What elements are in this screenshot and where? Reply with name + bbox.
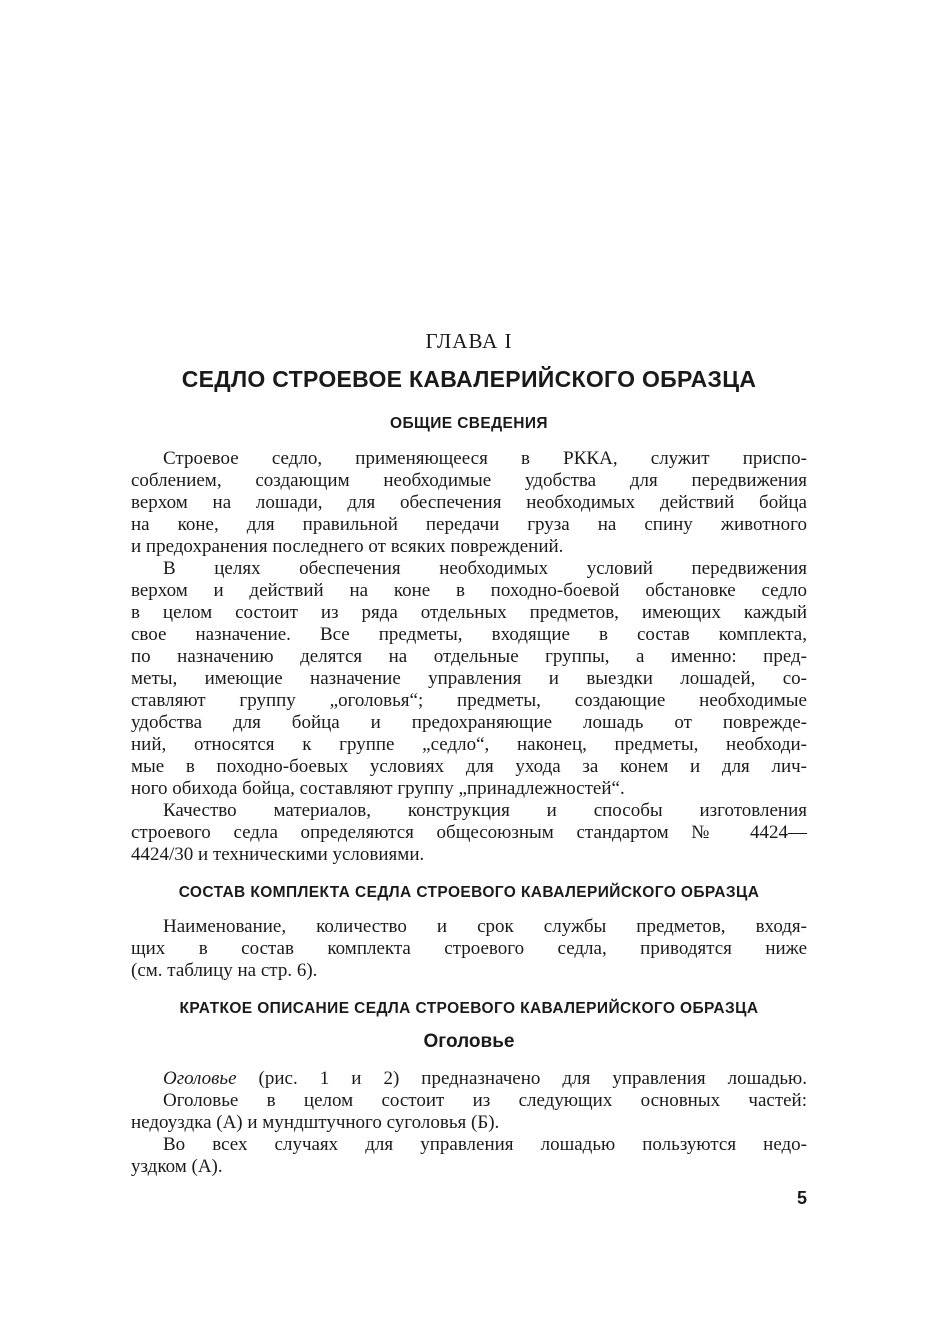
text-line: ставляют группу „оголовья“; предметы, создающие необходимые: [131, 690, 807, 711]
paragraph-general-2: [131, 558, 807, 800]
text-line: Качество материалов, конструкция и способы изготовления: [163, 800, 807, 821]
text-line: удобства для бойца и предохраняющие лошадь от поврежде-: [131, 712, 807, 733]
section-heading-general: ОБЩИЕ СВЕДЕНИЯ: [390, 415, 548, 432]
chapter-title: СЕДЛО СТРОЕВОЕ КАВАЛЕРИЙСКОГО ОБРАЗЦА: [181, 366, 757, 392]
subheading-ogolovye: Оголовье: [423, 1031, 515, 1052]
text-line: соблением, создающим необходимые удобства для передвижения: [131, 470, 807, 491]
paragraph-general-3: [131, 800, 807, 866]
italic-term: Оголовье: [163, 1068, 237, 1089]
paragraph-description-2: [131, 1090, 807, 1134]
chapter-label: ГЛАВА I: [425, 329, 513, 353]
paragraph-description-1: [131, 1068, 807, 1090]
text-line: В целях обеспечения необходимых условий передвижения: [163, 558, 807, 579]
text-line: ний, относятся к группе „седло“, наконец, предметы, необходи-: [131, 734, 807, 755]
page-number: 5: [796, 1188, 807, 1208]
text-line-rest: (рис. 1 и 2) предназначено для управления лошадью.: [236, 1068, 807, 1089]
text-line: верхом и действий на коне в походно-боевой обстановке седло: [131, 580, 807, 601]
text-line: свое назначение. Все предметы, входящие в состав комплекта,: [131, 624, 807, 645]
book-page: [131, 0, 807, 1333]
text-line: Строевое седло, применяющееся в РККА, служит приспо-: [163, 448, 807, 469]
text-line: ного обихода бойца, составляют группу „принадлежностей“.: [131, 778, 625, 799]
text-line: мые в походно-боевых условиях для ухода за конем и для лич-: [131, 756, 807, 777]
section-heading-composition: СОСТАВ КОМПЛЕКТА СЕДЛА СТРОЕВОГО КАВАЛЕРИЙСКОГО ОБРАЗЦА: [178, 884, 760, 901]
text-line: на коне, для правильной передачи груза на спину животного: [131, 514, 807, 535]
text-line: меты, имеющие назначение управления и выездки лошадей, со-: [131, 668, 807, 689]
text-line: уздком (А).: [131, 1156, 223, 1177]
text-line: Оголовье в целом состоит из следующих основных частей:: [163, 1090, 807, 1111]
paragraph-general-1: [131, 448, 807, 558]
text-line: в целом состоит из ряда отдельных предметов, имеющих каждый: [131, 602, 807, 623]
text-line: по назначению делятся на отдельные группы, а именно: пред-: [131, 646, 807, 667]
paragraph-composition-1: [131, 916, 807, 982]
text-line: недоуздка (А) и мундштучного суголовья (Б).: [131, 1112, 500, 1133]
section-heading-description: КРАТКОЕ ОПИСАНИЕ СЕДЛА СТРОЕВОГО КАВАЛЕРИЙСКОГО ОБРАЗЦА: [179, 1000, 759, 1017]
text-line: (см. таблицу на стр. 6).: [131, 960, 318, 981]
paragraph-description-3: [131, 1134, 807, 1178]
text-line: и предохранения последнего от всяких повреждений.: [131, 536, 564, 557]
text-line: Наименование, количество и срок службы предметов, входя-: [163, 916, 807, 937]
text-line: строевого седла определяются общесоюзным стандартом № 4424—: [131, 822, 807, 843]
text-line: 4424/30 и техническими условиями.: [131, 844, 425, 865]
text-line: Во всех случаях для управления лошадью пользуются недо-: [163, 1134, 807, 1155]
text-line: [131, 1068, 807, 1090]
text-line: щих в состав комплекта строевого седла, приводятся ниже: [131, 938, 807, 959]
text-line: верхом на лошади, для обеспечения необходимых действий бойца: [131, 492, 807, 513]
